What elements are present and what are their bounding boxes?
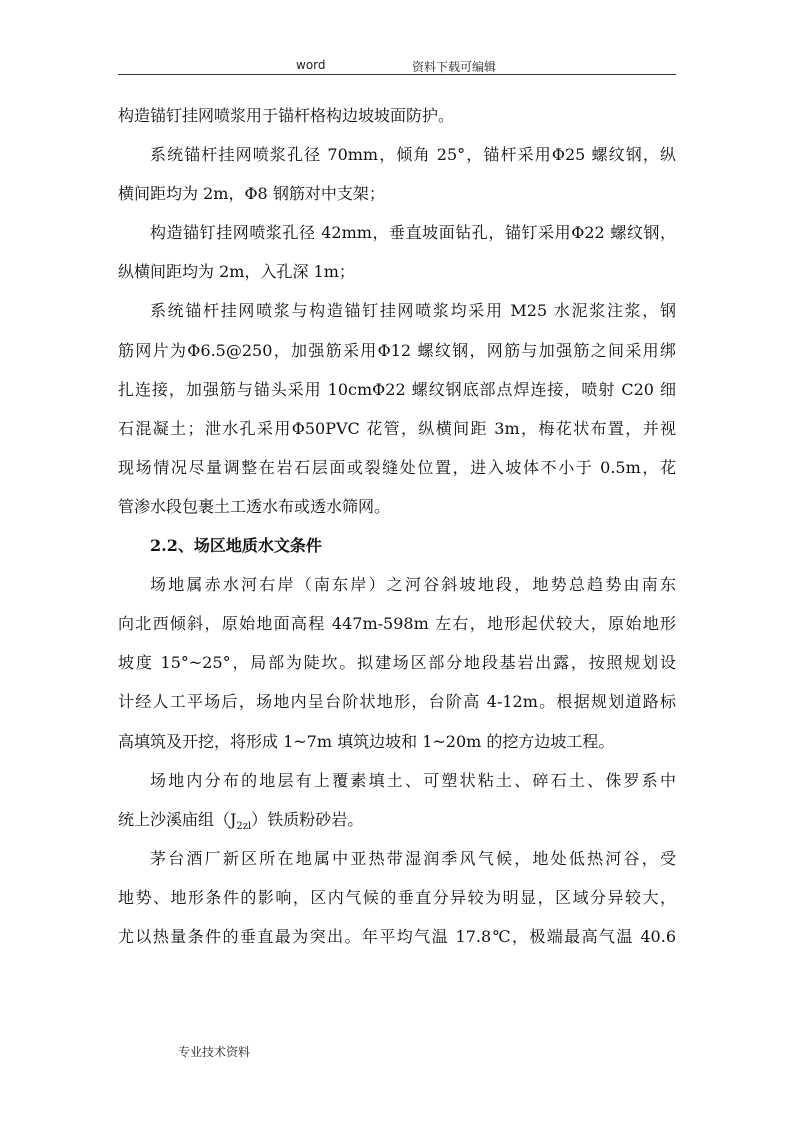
text-line [118,565,676,604]
text-line-continuation: ）铁质粉砂岩。 [251,809,364,829]
text-line-content: 扎连接，加强筋与锚头采用 10cmΦ22 螺纹钢底部点焊连接，喷射 C20 细 [118,379,676,399]
text-line [118,722,676,761]
text-line [118,643,676,682]
text-line-content: 场地属赤水河右岸（南东岸）之河谷斜坡地段，地势总趋势由南东 [150,575,676,595]
text-line-content: 地势、地形条件的影响，区内气候的垂直分异较为明显，区域分异较大， [118,887,676,907]
text-line [118,135,676,174]
text-line [118,409,676,448]
text-line [118,370,676,409]
text-line-content: 构造锚钉挂网喷浆用于锚杆格构边坡坡面防护。 [118,106,455,125]
header-right-text: 资料下载可编辑 [412,60,497,74]
subscript: 2zl [236,820,252,832]
text-line [118,96,676,135]
section-heading [118,526,676,565]
text-line [118,682,676,721]
text-line-content: 计经人工平场后，场地内呈台阶状地形，台阶高 4-12m。根据规划道路标 [118,692,676,712]
text-line-content: 筋网片为Φ6.5@250，加强筋采用Φ12 螺纹钢，网筋与加强筋之间采用绑 [118,340,676,360]
text-line [118,761,676,800]
text-line [118,252,676,291]
text-line-content: 统上沙溪庙组（J [118,809,237,829]
text-line-content: 2.2、场区地质水文条件 [150,536,322,556]
text-line [118,331,676,370]
text-line-content: 系统锚杆挂网喷浆孔径 70mm，倾角 25°，锚杆采用Φ25 螺纹钢，纵 [150,145,676,165]
footer-text: 专业技术资料 [178,1045,251,1059]
text-line [118,291,676,330]
text-line-content: 石混凝土；泄水孔采用Φ50PVC 花管，纵横间距 3m，梅花状布置，并视 [118,418,676,438]
text-line-content: 管渗水段包裹土工透水布或透水筛网。 [118,496,391,516]
text-line [118,604,676,643]
text-line [118,839,676,878]
text-line [118,448,676,487]
text-line-content: 茅台酒厂新区所在地属中亚热带湿润季风气候，地处低热河谷，受 [150,848,676,868]
text-line-content: 场地内分布的地层有上覆素填土、可塑状粘土、碎石土、侏罗系中 [150,770,676,790]
text-line [118,174,676,213]
text-line [118,213,676,252]
header-divider [118,74,676,75]
text-line-content: 向北西倾斜，原始地面高程 447m-598m 左右，地形起伏较大，原始地形 [118,614,676,634]
text-line-content: 坡度 15°~25°，局部为陡坎。拟建场区部分地段基岩出露，按照规划设 [118,653,676,673]
text-line [118,487,676,526]
text-line-content: 现场情况尽量调整在岩石层面或裂缝处位置，进入坡体不小于 0.5m，花 [118,457,676,477]
header-left-text: word [296,58,326,72]
document-body [118,96,676,956]
text-line-content: 尤以热量条件的垂直最为突出。年平均气温 17.8℃，极端最高气温 40.6 [118,926,676,946]
text-line-content: 高填筑及开挖，将形成 1~7m 填筑边坡和 1~20m 的挖方边坡工程。 [118,731,615,751]
text-line-content: 构造锚钉挂网喷浆孔径 42mm，垂直坡面钻孔，锚钉采用Φ22 螺纹钢， [150,223,676,243]
text-line [118,800,676,839]
text-line [118,878,676,917]
text-line [118,917,676,956]
text-line-content: 纵横间距均为 2m，入孔深 1m； [118,262,355,282]
text-line-content: 系统锚杆挂网喷浆与构造锚钉挂网喷浆均采用 M25 水泥浆注浆，钢 [150,301,676,321]
text-line-content: 横间距均为 2m，Φ8 钢筋对中支架； [118,184,385,204]
